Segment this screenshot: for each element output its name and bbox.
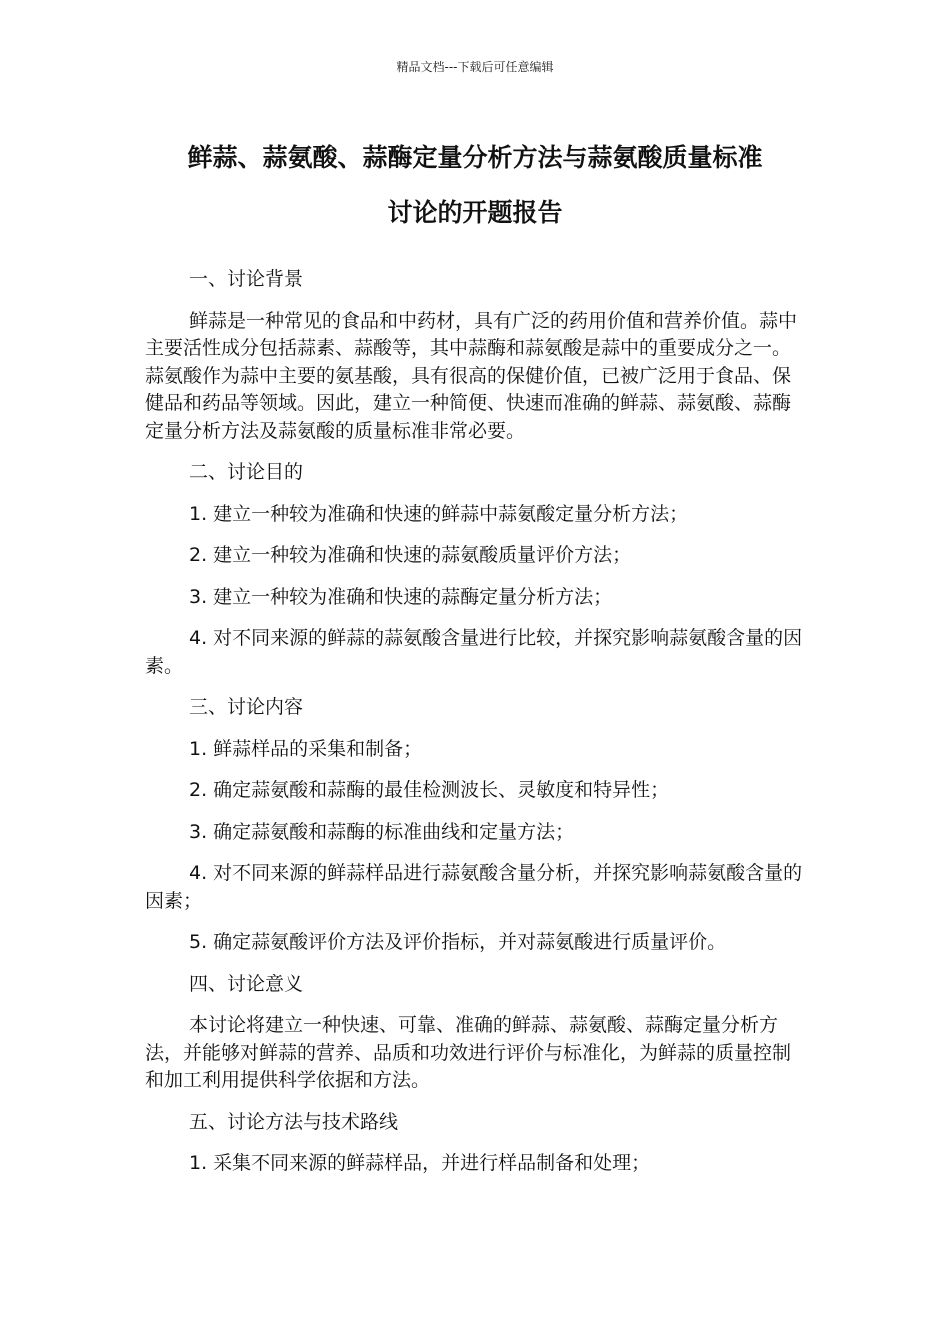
paragraph-background: 鲜蒜是一种常见的食品和中药材，具有广泛的药用价值和营养价值。蒜中主要活性成分包括蒜素、蒜酸等，其中蒜酶和蒜氨酸是蒜中的重要成分之一。蒜氨酸作为蒜中主要的氨基酸，具有很高的保健价值，已被广泛用于食品、保健品和药品等领域。因此，建立一种简便、快速而准确的鲜蒜、蒜氨酸、蒜酶定量分析方法及蒜氨酸的质量标准非常必要。 (145, 309, 798, 442)
section-heading-methods: 五、讨论方法与技术路线 (189, 1110, 399, 1133)
paragraph-significance: 本讨论将建立一种快速、可靠、准确的鲜蒜、蒜氨酸、蒜酶定量分析方法，并能够对鲜蒜的营养、品质和功效进行评价与标准化，为鲜蒜的质量控制和加工利用提供科学依据和方法。 (145, 1014, 792, 1091)
section-heading-purpose: 二、讨论目的 (189, 461, 304, 483)
header-note: 精品文档---下载后可任意编辑 (396, 60, 554, 74)
purpose-item-2: 2. 建立一种较为准确和快速的蒜氨酸质量评价方法； (189, 544, 632, 566)
content-item-1: 1. 鲜蒜样品的采集和制备； (189, 737, 423, 760)
purpose-item-4: 4. 对不同来源的鲜蒜的蒜氨酸含量进行比较，并探究影响蒜氨酸含量的因素。 (145, 627, 803, 677)
section-heading-content: 三、讨论内容 (189, 696, 304, 718)
content-item-5: 5. 确定蒜氨酸评价方法及评价指标，并对蒜氨酸进行质量评价。 (189, 931, 727, 953)
content-item-3: 3. 确定蒜氨酸和蒜酶的标准曲线和定量方法； (189, 820, 575, 843)
content-item-2: 2. 确定蒜氨酸和蒜酶的最佳检测波长、灵敏度和特异性； (189, 779, 670, 801)
methods-item-1: 1. 采集不同来源的鲜蒜样品，并进行样品制备和处理； (189, 1152, 651, 1174)
document-title-line-2: 讨论的开题报告 (387, 198, 563, 227)
document-body (145, 266, 807, 1192)
purpose-item-3: 3. 建立一种较为准确和快速的蒜酶定量分析方法； (189, 585, 613, 608)
section-heading-background: 一、讨论背景 (189, 268, 304, 290)
purpose-item-1: 1. 建立一种较为准确和快速的鲜蒜中蒜氨酸定量分析方法； (189, 502, 689, 525)
document-title-line-1: 鲜蒜、蒜氨酸、蒜酶定量分析方法与蒜氨酸质量标准 (187, 143, 763, 172)
section-heading-significance: 四、讨论意义 (189, 972, 304, 995)
content-item-4: 4. 对不同来源的鲜蒜样品进行蒜氨酸含量分析，并探究影响蒜氨酸含量的因素； (145, 862, 803, 912)
